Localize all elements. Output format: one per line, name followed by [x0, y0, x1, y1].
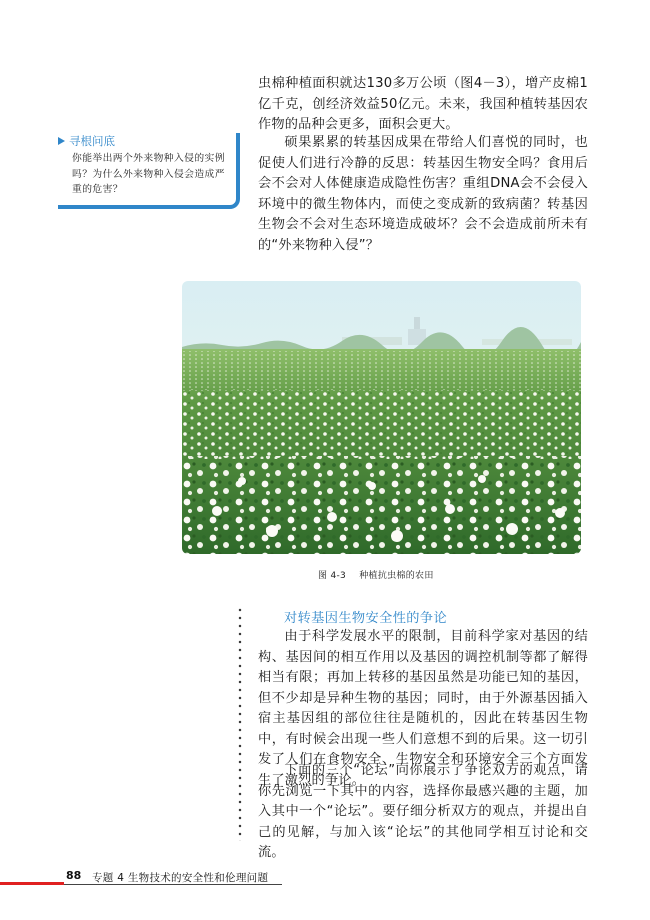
- figure-number: 图 4-3: [318, 571, 347, 581]
- sidebar-heading-text: 寻根问底: [69, 134, 115, 148]
- section-title: 对转基因生物安全性的争论: [284, 611, 448, 626]
- running-head: 专题 4 生物技术的安全性和伦理问题: [92, 872, 269, 884]
- intro-paragraph: 虫棉种植面积就达130多万公顷（图4－3），增产皮棉1亿千克，创经济效益50亿元。未来，我国种植转基因农作物的品种会更多，面积会更大。: [258, 76, 588, 132]
- sidebar-note: [58, 133, 240, 209]
- cotton-field-photo: [182, 281, 581, 554]
- figure-caption: [318, 568, 434, 581]
- section-paragraph-2: 下面的三个“论坛”向你展示了争论双方的观点，请你先浏览一下其中的内容，选择你最感兴趣的主题，加入其中一个“论坛”。要仔细分析双方的观点，并提出自己的见解，与加入该“论坛”的其他同学相互讨论和交流。: [258, 763, 588, 860]
- page-number: 88: [66, 869, 82, 882]
- section-paragraph-1: 由于科学发展水平的限制，目前科学家对基因的结构、基因间的相互作用以及基因的调控机制等都了解得相当有限；再加上转移的基因虽然是功能已知的基因，但不少却是异种生物的基因；同时，由于外源基因插入宿主基因组的部位往往是随机的，因此在转基因生物中，有时候会出现一些人们意想不到的后果。这一切引发了人们在食物安全、生物安全和环境安全三个方面发生了激烈的争论。: [258, 629, 588, 788]
- sidebar-heading: [58, 133, 236, 149]
- reflection-paragraph: 硕果累累的转基因成果在带给人们喜悦的同时，也促使人们进行冷静的反思：转基因生物安全吗？食用后会不会对人体健康造成隐性伤害？重组DNA会不会侵入环境中的微生物体内，而使之变成新的致病菌？转基因生物会不会对生态环境造成破坏？会不会造成前所未有的“外来物种入侵”？: [258, 135, 588, 253]
- sidebar-question: 你能举出两个外来物种入侵的实例吗？为什么外来物种入侵会造成严重的危害？: [72, 153, 225, 195]
- triangle-bullet-icon: [58, 137, 65, 145]
- footer-red-bar: [0, 882, 64, 885]
- dotted-margin-rule: [238, 606, 242, 841]
- figure-caption-text: 种植抗虫棉的农田: [359, 571, 434, 581]
